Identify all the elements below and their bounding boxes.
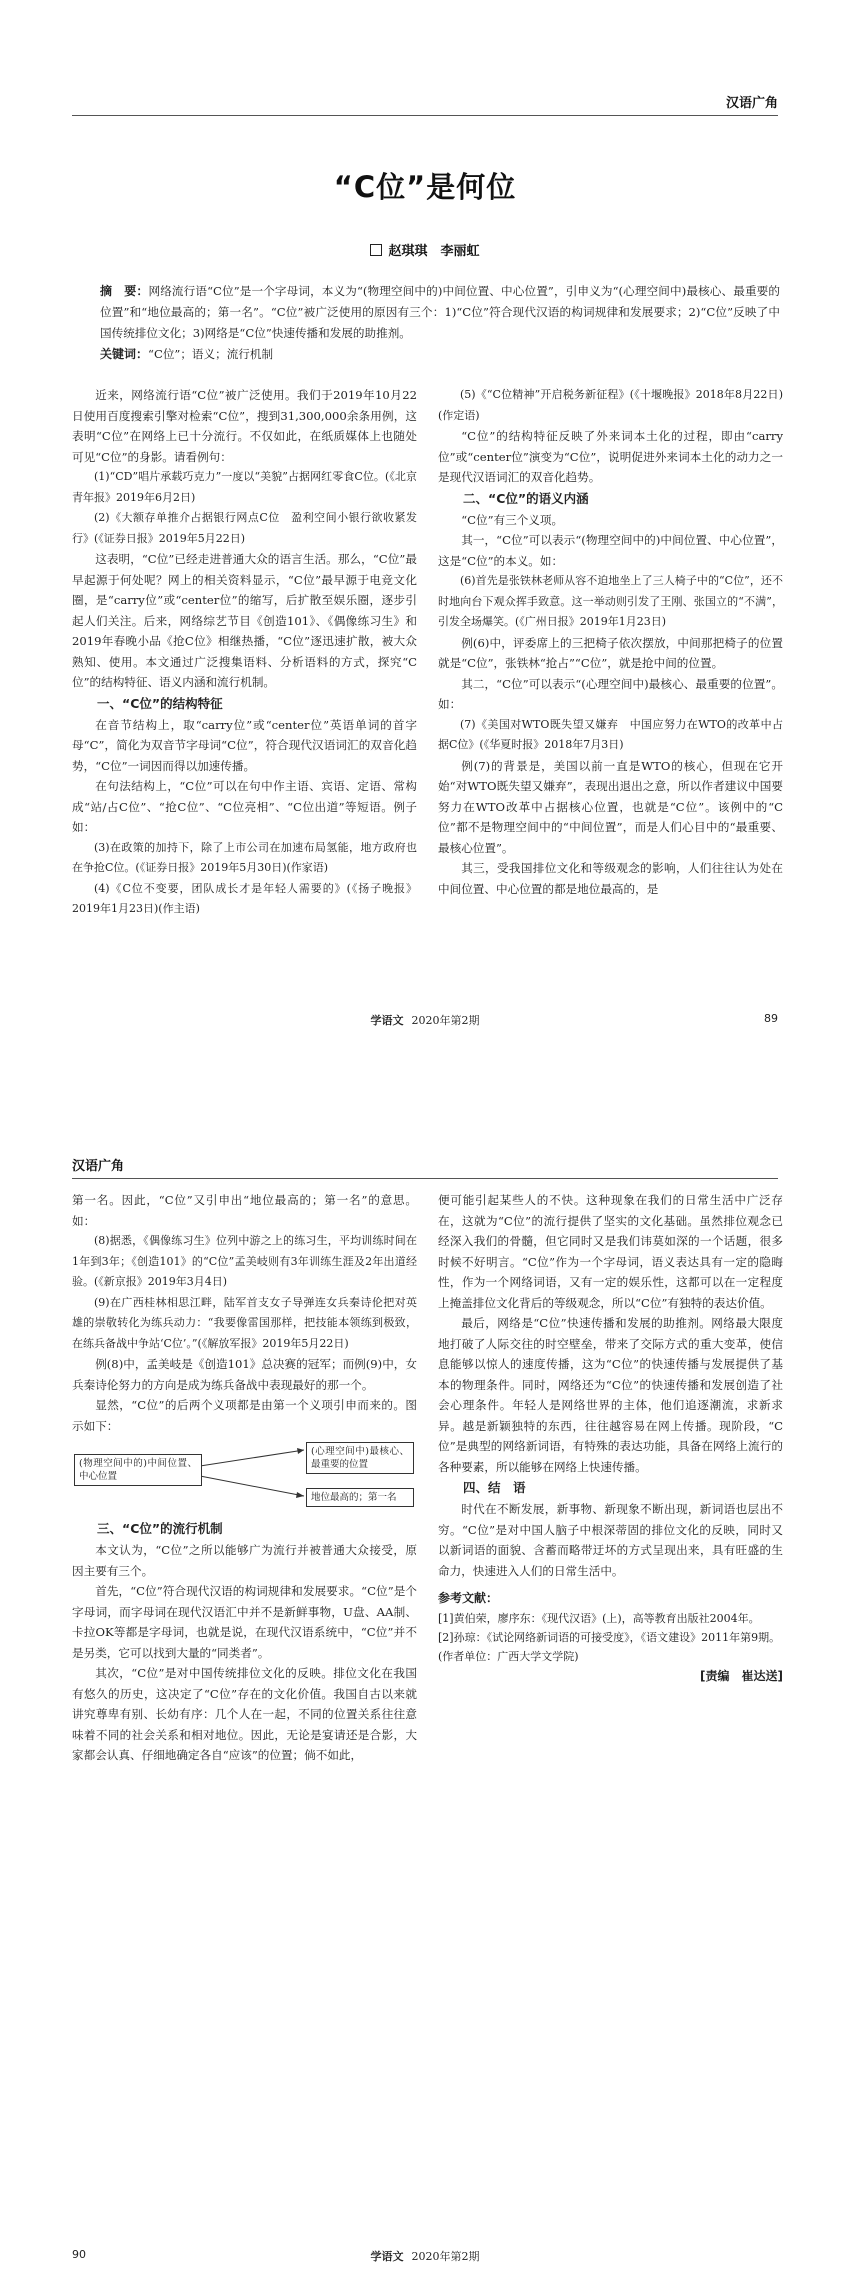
paragraph: 其一，“C位”可以表示“(物理空间中的)中间位置、中心位置”，这是“C位”的本义。如： <box>438 533 783 568</box>
paragraph: 其二，“C位”可以表示“(心理空间中)最核心、最重要的位置”。如： <box>438 676 783 711</box>
footer-journal: 学语文 <box>370 1014 404 1027</box>
abstract-text: 网络流行语“C位”是一个字母词，本义为“(物理空间中的)中间位置、中心位置”，引申义为“(心理空间中)最核心、最重要的位置”和“地位最高的；第一名”。“C位”被广泛使用的原因有三个：1)“C位”符合现代汉语的构词规律和发展要求；2)“C位”反映了中国传统排位文化；3)网络是“C位”快速传播和发展的助推剂。 <box>100 284 780 340</box>
paragraph: “C位”的结构特征反映了外来词本土化的过程，即由“carry位”或“center位”演变为“C位”，说明促进外来词本土化的动力之一是现代汉语词汇的双音化趋势。 <box>438 429 783 484</box>
reference-item: [2]孙琼：《试论网络新词语的可接受度》，《语文建设》2011年第9期。 <box>438 1631 781 1644</box>
column-left <box>72 385 417 920</box>
paragraph: 例(6)中，评委席上的三把椅子依次摆放，中间那把椅子的位置就是“C位”，张铁林“抢占”“C位”，就是抢中间的位置。 <box>438 635 783 670</box>
page-89 <box>0 0 850 1130</box>
example-sentence: (6)首先是张铁林老师从容不迫地坐上了三人椅子中的“C位”，还不时地向台下观众挥手致意。这一举动则引发了王刚、张国立的“不满”，引发全场爆笑。(《广州日报》2019年1月23日) <box>438 574 783 628</box>
abstract <box>100 281 780 365</box>
page-number: 89 <box>764 1012 778 1025</box>
paragraph: 其次，“C位”是对中国传统排位文化的反映。排位文化在我国有悠久的历史，这决定了“C位”存在的文化价值。我国自古以来就讲究尊卑有别、长幼有序：几个人在一起，不同的位置关系往往意味着不同的社会关系和相对地位。因此，无论是宴请还是合影，大家都会认真、仔细地确定各自“应该”的位置；倘不如此， <box>72 1666 417 1762</box>
paragraph: 在音节结构上，取“carry位”或“center位”英语单词的首字母“C”，简化为双音节字母词“C位”，符合现代汉语词汇的双音化趋势，“C位”一词因而得以加速传播。 <box>72 717 417 773</box>
paragraph: 最后，网络是“C位”快速传播和发展的助推剂。网络最大限度地打破了人际交往的时空壁垒，带来了交际方式的重大变革，使信息能够以惊人的速度传播，这为“C位”的快速传播与发展提供了基本的物理条件。同时，网络还为“C位”的快速传播和发展创造了社会心理条件。年轻人是网络世界的主体，他们追逐潮流，求新求异。越是新颖独特的东西，往往越容易在网上传播。现阶段，“C位”是典型的网络新词语，有特殊的表达功能，具备在网络上流行的各种要素，所以能够在网络上快速传播。 <box>438 1316 783 1474</box>
paragraph: 这表明，“C位”已经走进普通大众的语言生活。那么，“C位”最早起源于何处呢？网上的相关资料显示，“C位”最早源于电竞文化圈，是“carry位”或“center位”的缩写，后扩散至娱乐圈，逐步引起人们关注。后来，网络综艺节目《创造101》、《偶像练习生》和2019年春晚小品《抢C位》相继热播，“C位”逐迅速扩散，被大众熟知、使用。本文通过广泛搜集语料、分析语料的方式，探究“C位”的结构特征、语义内涵和流行机制。 <box>72 552 417 689</box>
authors <box>0 240 850 259</box>
reference-item: [1]黄伯荣，廖序东：《现代汉语》(上)，高等教育出版社2004年。 <box>438 1612 760 1625</box>
diagram-target-bottom-box: 地位最高的；第一名 <box>306 1488 414 1507</box>
section-heading: 三、“C位”的流行机制 <box>97 1521 223 1536</box>
keywords-text: “C位”；语义；流行机制 <box>148 347 274 361</box>
paragraph: 近来，网络流行语“C位”被广泛使用。我们于2019年10月22日使用百度搜索引擎对检索“C位”，搜到31,300,000余条用例，这表明“C位”在网络上已十分流行。不仅如此，在纸质媒体上也随处可见“C位”的身影。请看例句： <box>72 388 417 464</box>
reference-item: (作者单位：广西大学文学院) <box>438 1650 579 1663</box>
diagram-target-top-box: (心理空间中)最核心、最重要的位置 <box>306 1442 414 1474</box>
author-names: 赵琪琪 李丽虹 <box>388 244 480 259</box>
header-rule <box>72 115 778 116</box>
paragraph: 例(7)的背景是，美国以前一直是WTO的核心，但现在它开始“对WTO既失望又嫌弃”，表现出退出之意，所以作者建议中国要努力在WTO改革中占据核心位置，也就是“C位”。该例中的“C位”都不是物理空间中的“中间位置”，而是人们心目中的“最重要、最核心位置”。 <box>438 758 783 855</box>
section-heading: 二、“C位”的语义内涵 <box>463 490 589 506</box>
column-right <box>438 385 783 899</box>
references <box>438 1587 783 1687</box>
section-header: 汉语广角 <box>725 96 778 111</box>
footer-issue: 2020年第2期 <box>411 2250 480 2263</box>
paragraph: 本文认为，“C位”之所以能够广为流行并被普通大众接受，原因主要有三个。 <box>72 1543 417 1578</box>
example-sentence: (7)《美国对WTO既失望又嫌弃 中国应努力在WTO的改革中占据C位》(《华夏时报》2018年7月3日) <box>438 717 783 751</box>
example-sentence: (3)在政策的加持下，除了上市公司在加速布局氢能，地方政府也在争抢C位。(《证券日报》2019年5月30日)(作家语) <box>72 840 417 874</box>
paragraph: 时代在不断发展，新事物、新现象不断出现，新词语也层出不穷。“C位”是对中国人脑子中根深蒂固的排位文化的反映，同时又以新词语的面貌、含蓄而略带迂坏的方式呈现出来，具有旺盛的生命力，快速进入人们的日常生活中。 <box>438 1502 783 1578</box>
paragraph: 例(8)中，孟美岐是《创造101》总决赛的冠军；而例(9)中，女兵秦诗伦努力的方向是成为练兵备战中表现最好的那一个。 <box>72 1357 417 1392</box>
column-left <box>72 1190 417 1766</box>
section-heading: 一、“C位”的结构特征 <box>97 695 223 711</box>
paragraph: 首先，“C位”符合现代汉语的构词规律和发展要求。“C位”是个字母词，而字母词在现代汉语汇中并不是新鲜事物，U盘、AA制、卡拉OK等都是字母词，也就是说，在现代汉语系统中，“C位”并不是另类，它可以找到大量的“同类者”。 <box>72 1584 417 1660</box>
header-rule <box>72 1178 778 1179</box>
section-header: 汉语广角 <box>72 1159 125 1174</box>
paragraph: 第一名。因此，“C位”又引申出“地位最高的；第一名”的意思。如： <box>72 1193 417 1228</box>
editor-credit: [责编 崔达送] <box>700 1669 783 1683</box>
section-heading: 四、结 语 <box>463 1480 526 1495</box>
footer-journal: 学语文 <box>370 2250 404 2263</box>
example-sentence: (4)《C位不变要，团队成长才是年轻人需要的》(《扬子晚报》2019年1月23日)(作主语) <box>72 881 417 915</box>
example-sentence: (5)《“C位精神”开启税务新征程》(《十堰晚报》2018年8月22日)(作定语) <box>438 388 783 422</box>
semantic-diagram <box>72 1440 412 1512</box>
footer-issue: 2020年第2期 <box>411 1014 480 1027</box>
example-sentence: (9)在广西桂林相思江畔，陆军首支女子导弹连女兵秦诗伦把对英雄的崇敬转化为练兵动力：“我要像雷国那样，把技能本领练到极致，在练兵备战中争站‘C位’。”(《解放军报》2019年5月22日) <box>72 1295 417 1350</box>
paragraph: 便可能引起某些人的不快。这种现象在我们的日常生活中广泛存在，这就为“C位”的流行提供了坚实的文化基础。虽然排位观念已经深入我们的骨髓，但它同时又是我们讳莫如深的一个话题，很多时候不好明言。“C位”作为一个字母词，语义表达具有一定的隐晦性，作为一个网络词语，又有一定的娱乐性，这都可以在一定程度上掩盖排位文化背后的等级观念，所以“C位”有独特的表达价值。 <box>438 1193 783 1310</box>
diagram-source-box: (物理空间中的)中间位置、中心位置 <box>74 1454 202 1486</box>
example-sentence: (1)“CD”唱片承载巧克力”一度以“美貌”占据网红零食C位。(《北京青年报》2019年6月2日) <box>72 470 417 504</box>
paragraph: “C位”有三个义项。 <box>461 512 564 527</box>
example-sentence: (8)据悉，《偶像练习生》位列中游之上的练习生，平均训练时间在1年到3年；《创造101》的“C位”孟美岐则有3年训练生涯及2年出道经验。(《新京报》2019年3月4日) <box>72 1234 417 1288</box>
references-title: 参考文献： <box>438 1591 499 1605</box>
page-90 <box>0 1130 850 2290</box>
paragraph: 显然，“C位”的后两个义项都是由第一个义项引申而来的。图示如下： <box>72 1398 417 1433</box>
abstract-label: 摘 要： <box>100 284 149 298</box>
keywords-label: 关键词： <box>100 347 149 361</box>
author-square-icon <box>370 244 382 256</box>
article-title: “C位”是何位 <box>333 170 517 204</box>
example-sentence: (2)《大额存单推介占据银行网点C位 盈利空间小银行欲收紧发行》(《证券日报》2019年5月22日) <box>72 511 417 545</box>
page-number: 90 <box>72 2248 86 2261</box>
paragraph: 其三，受我国排位文化和等级观念的影响，人们往往认为处在中间位置、中心位置的都是地位最高的，是 <box>438 861 783 896</box>
column-right <box>438 1190 783 1687</box>
paragraph: 在句法结构上，“C位”可以在句中作主语、宾语、定语、常构成“站/占C位”、“抢C位”、“C位亮相”、“C位出道”等短语。例子如： <box>72 779 417 834</box>
